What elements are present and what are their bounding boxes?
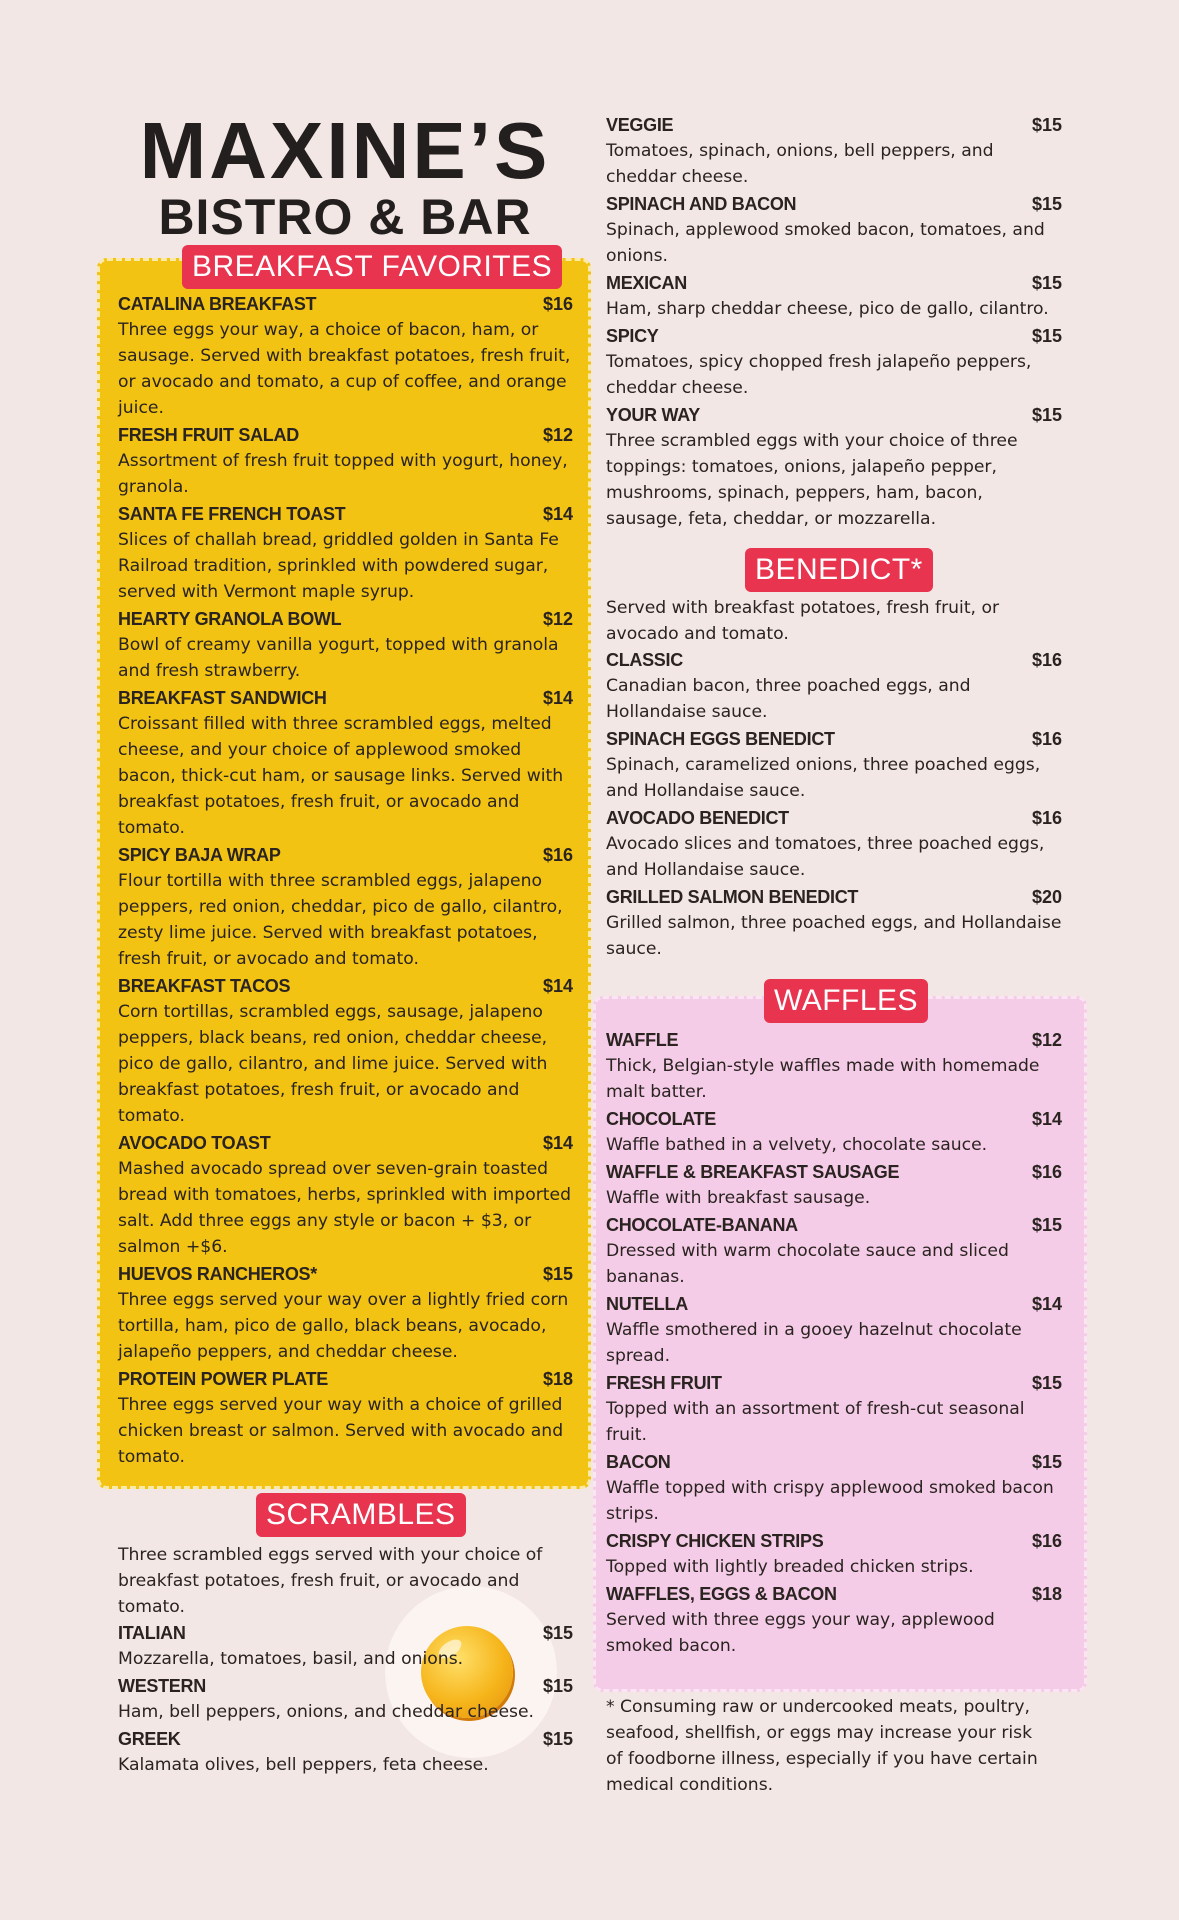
food-safety-footnote: * Consuming raw or undercooked meats, poultry, seafood, shellfish, or eggs may increase your risk of foodborne illness, especially if you have certain medical conditions.: [606, 1697, 1038, 1795]
item-price: $15: [542, 1264, 573, 1284]
breakfast-list: [118, 291, 573, 1471]
menu-item: [118, 1620, 573, 1672]
item-price: $20: [1031, 887, 1062, 907]
item-description: Canadian bacon, three poached eggs, and Hollandaise sauce.: [606, 676, 971, 722]
item-description: Three eggs your way, a choice of bacon, ham, or sausage. Served with breakfast potatoes, fresh fruit, or avocado and tomato, a cup of coffee, and orange juice.: [118, 320, 571, 418]
item-description: Topped with an assortment of fresh-cut seasonal fruit.: [606, 1399, 1025, 1445]
item-description: Waffle bathed in a velvety, chocolate sauce.: [606, 1135, 988, 1155]
menu-item: [118, 1366, 573, 1470]
item-description: Three scrambled eggs with your choice of three toppings: tomatoes, onions, jalapeño pepper, mushrooms, spinach, peppers, ham, bacon, sausage, feta, cheddar, or mozzarella.: [606, 431, 1018, 529]
item-price: $14: [542, 1133, 573, 1153]
item-price: $15: [1031, 115, 1062, 135]
item-price: $15: [1031, 1452, 1062, 1472]
item-description: Ham, sharp cheddar cheese, pico de gallo, cilantro.: [606, 299, 1049, 319]
menu-item: [118, 842, 573, 972]
menu-item: [606, 1528, 1062, 1580]
item-price: $15: [1031, 1215, 1062, 1235]
item-price: $14: [1031, 1294, 1062, 1314]
item-price: $15: [1031, 1373, 1062, 1393]
menu-item: [118, 501, 573, 605]
item-name: ITALIAN: [118, 1623, 186, 1643]
item-name: AVOCADO TOAST: [118, 1133, 271, 1153]
item-price: $15: [1031, 273, 1062, 293]
item-price: $14: [542, 976, 573, 996]
item-description: Dressed with warm chocolate sauce and sliced bananas.: [606, 1241, 1009, 1287]
item-name: CATALINA BREAKFAST: [118, 294, 317, 314]
brand-subtitle: BISTRO & BAR: [158, 189, 532, 245]
item-price: $16: [1031, 808, 1062, 828]
menu-item: [118, 685, 573, 841]
item-name: CRISPY CHICKEN STRIPS: [606, 1531, 824, 1551]
menu-item: [606, 1027, 1062, 1105]
item-price: $15: [542, 1729, 573, 1749]
benedict-section-title: BENEDICT*: [745, 548, 933, 592]
menu-item: [606, 726, 1062, 804]
item-description: Kalamata olives, bell peppers, feta cheese.: [118, 1755, 489, 1775]
menu-item: [118, 606, 573, 684]
item-name: SPICY: [606, 326, 659, 346]
item-description: Tomatoes, spicy chopped fresh jalapeño peppers, cheddar cheese.: [606, 352, 1032, 398]
menu-item: [606, 323, 1062, 401]
item-description: Tomatoes, spinach, onions, bell peppers, and cheddar cheese.: [606, 141, 994, 187]
item-name: WAFFLES, EGGS & BACON: [606, 1584, 837, 1604]
item-description: Topped with lightly breaded chicken strips.: [606, 1557, 974, 1577]
menu-item: [606, 1291, 1062, 1369]
scrambles-list-right: [606, 112, 1062, 533]
menu-item: [606, 647, 1062, 725]
item-description: Avocado slices and tomatoes, three poached eggs, and Hollandaise sauce.: [606, 834, 1045, 880]
menu-item: [606, 1370, 1062, 1448]
item-name: CHOCOLATE-BANANA: [606, 1215, 798, 1235]
menu-item: [606, 1106, 1062, 1158]
item-name: CLASSIC: [606, 650, 683, 670]
menu-item: [606, 112, 1062, 190]
item-name: GRILLED SALMON BENEDICT: [606, 887, 859, 907]
item-name: PROTEIN POWER PLATE: [118, 1369, 328, 1389]
item-name: FRESH FRUIT SALAD: [118, 425, 299, 445]
item-name: SPICY BAJA WRAP: [118, 845, 281, 865]
menu-item: [118, 1130, 573, 1260]
menu-item: [606, 191, 1062, 269]
menu-item: [606, 270, 1062, 322]
item-name: HEARTY GRANOLA BOWL: [118, 609, 342, 629]
item-name: BACON: [606, 1452, 671, 1472]
menu-item: [118, 1673, 573, 1725]
item-description: Flour tortilla with three scrambled eggs, jalapeno peppers, red onion, cheddar, pico de gallo, cilantro, zesty lime juice. Served with breakfast potatoes, fresh fruit, or avocado and tomato.: [118, 871, 563, 969]
item-price: $15: [1031, 405, 1062, 425]
item-description: Spinach, applewood smoked bacon, tomatoes, and onions.: [606, 220, 1045, 266]
waffles-list: [606, 1027, 1062, 1660]
benedict-intro: Served with breakfast potatoes, fresh fruit, or avocado and tomato.: [606, 598, 1000, 644]
menu-item: [606, 1159, 1062, 1211]
item-name: BREAKFAST TACOS: [118, 976, 291, 996]
benedict-list: [606, 595, 1062, 963]
menu-item: [606, 1212, 1062, 1290]
item-name: SPINACH EGGS BENEDICT: [606, 729, 835, 749]
item-price: $16: [1031, 1531, 1062, 1551]
item-name: YOUR WAY: [606, 405, 700, 425]
menu-item: [118, 422, 573, 500]
item-description: Mozzarella, tomatoes, basil, and onions.: [118, 1649, 464, 1669]
item-price: $15: [542, 1623, 573, 1643]
item-price: $16: [1031, 1162, 1062, 1182]
restaurant-logo: [100, 106, 590, 245]
item-name: WESTERN: [118, 1676, 206, 1696]
item-name: NUTELLA: [606, 1294, 688, 1314]
item-price: $15: [1031, 194, 1062, 214]
item-description: Grilled salmon, three poached eggs, and Hollandaise sauce.: [606, 913, 1062, 959]
item-name: WAFFLE: [606, 1030, 679, 1050]
breakfast-section-title: BREAKFAST FAVORITES: [182, 245, 562, 289]
item-price: $15: [542, 1676, 573, 1696]
scrambles-section-title: SCRAMBLES: [256, 1493, 466, 1537]
item-price: $14: [542, 688, 573, 708]
item-description: Spinach, caramelized onions, three poached eggs, and Hollandaise sauce.: [606, 755, 1041, 801]
item-price: $18: [1031, 1584, 1062, 1604]
menu-item: [118, 973, 573, 1129]
item-price: $14: [542, 504, 573, 524]
item-price: $16: [542, 294, 573, 314]
item-name: AVOCADO BENEDICT: [606, 808, 789, 828]
item-description: Corn tortillas, scrambled eggs, sausage, jalapeno peppers, black beans, red onion, cheddar cheese, pico de gallo, cilantro, and lime juice. Served with breakfast potatoes, fresh fruit, or avocado and tomato.: [118, 1002, 548, 1126]
menu-item: [606, 1581, 1062, 1659]
item-price: $18: [542, 1369, 573, 1389]
item-description: Three eggs served your way over a lightly fried corn tortilla, ham, pico de gallo, black beans, avocado, jalapeño peppers, and cheddar cheese.: [118, 1290, 569, 1362]
item-name: BREAKFAST SANDWICH: [118, 688, 327, 708]
item-description: Waffle topped with crispy applewood smoked bacon strips.: [606, 1478, 1054, 1524]
item-price: $15: [1031, 326, 1062, 346]
scrambles-intro: Three scrambled eggs served with your choice of breakfast potatoes, fresh fruit, or avocado and tomato.: [118, 1545, 543, 1617]
scrambles-list-left: [118, 1542, 573, 1779]
item-description: Bowl of creamy vanilla yogurt, topped with granola and fresh strawberry.: [118, 635, 559, 681]
item-name: WAFFLE & BREAKFAST SAUSAGE: [606, 1162, 900, 1182]
brand-name: MAXINE’S: [139, 106, 551, 195]
item-description: Ham, bell peppers, onions, and cheddar cheese.: [118, 1702, 535, 1722]
waffles-section-title: WAFFLES: [764, 979, 928, 1023]
item-price: $12: [542, 425, 573, 445]
item-price: $12: [542, 609, 573, 629]
menu-item: [606, 402, 1062, 532]
item-price: $16: [1031, 650, 1062, 670]
item-name: CHOCOLATE: [606, 1109, 716, 1129]
menu-item: [606, 805, 1062, 883]
item-description: Three eggs served your way with a choice of grilled chicken breast or salmon. Served with avocado and tomato.: [118, 1395, 564, 1467]
item-description: Thick, Belgian-style waffles made with homemade malt batter.: [606, 1056, 1040, 1102]
item-description: Served with three eggs your way, applewood smoked bacon.: [606, 1610, 995, 1656]
item-name: SPINACH AND BACON: [606, 194, 797, 214]
item-description: Mashed avocado spread over seven-grain toasted bread with tomatoes, herbs, sprinkled with imported salt. Add three eggs any style or bacon + $3, or salmon +$6.: [118, 1159, 572, 1257]
item-name: SANTA FE FRENCH TOAST: [118, 504, 346, 524]
menu-item: [118, 1261, 573, 1365]
menu-item: [606, 884, 1062, 962]
item-price: $12: [1031, 1030, 1062, 1050]
menu-item: [118, 291, 573, 421]
item-description: Croissant filled with three scrambled eggs, melted cheese, and your choice of applewood smoked bacon, thick-cut ham, or sausage links. Served with breakfast potatoes, fresh fruit, or avocado and tomato.: [118, 714, 564, 838]
item-description: Assortment of fresh fruit topped with yogurt, honey, granola.: [118, 451, 568, 497]
item-price: $16: [1031, 729, 1062, 749]
item-description: Waffle with breakfast sausage.: [606, 1188, 871, 1208]
item-name: MEXICAN: [606, 273, 687, 293]
item-name: HUEVOS RANCHEROS*: [118, 1264, 317, 1284]
item-name: GREEK: [118, 1729, 181, 1749]
item-name: FRESH FRUIT: [606, 1373, 722, 1393]
item-price: $14: [1031, 1109, 1062, 1129]
menu-item: [118, 1726, 573, 1778]
menu-item: [606, 1449, 1062, 1527]
item-price: $16: [542, 845, 573, 865]
item-description: Waffle smothered in a gooey hazelnut chocolate spread.: [606, 1320, 1022, 1366]
item-name: VEGGIE: [606, 115, 674, 135]
item-description: Slices of challah bread, griddled golden in Santa Fe Railroad tradition, sprinkled with powdered sugar, served with Vermont maple syrup.: [118, 530, 559, 602]
